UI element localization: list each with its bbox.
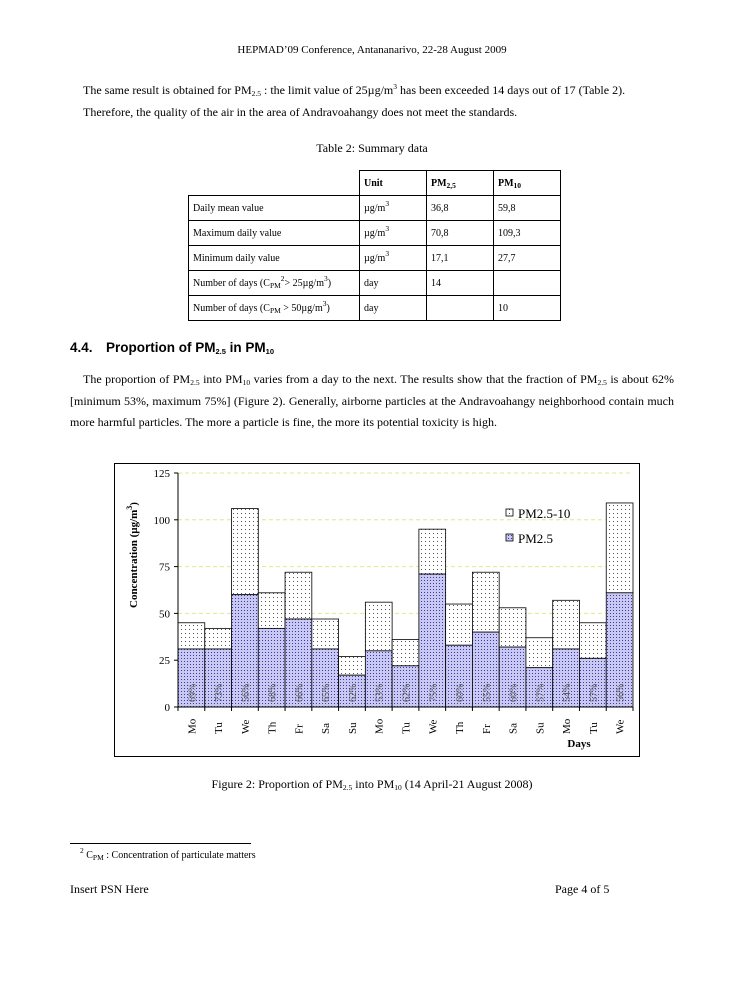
x-tick-label: Fr [293,724,306,734]
bar-pm2510 [392,640,419,666]
bar-percent-label: 62% [401,683,413,702]
legend-swatch-pm2510 [506,509,513,516]
section-sub: 2.5 [215,347,226,356]
header-sub: 10 [513,180,522,190]
header-text: PM [498,177,514,189]
x-tick-label: Fr [480,724,493,734]
body-text: is about 62% [minimum 53%, maximum 75%] (Figure 2). Generally, airborne particles at the Andravoahangy neighborhood contain much more harmful particles. The more a particle is fine, the more its potential toxicity is high. [70,372,674,429]
bar-percent-label: 54% [562,683,574,702]
row-pm25: 70,8 [427,221,494,246]
unit-text: µg/m [364,252,386,264]
bar-pm2510 [526,638,553,668]
body-text: varies from a day to the next. The results show that the fraction of PM [250,372,598,386]
footnote-sub: PM [92,853,104,862]
y-tick-label: 75 [159,561,170,574]
x-tick-label: Th [454,721,467,734]
row-pm10: 59,8 [494,196,561,221]
bar-percent-label: 62% [347,683,359,702]
intro-text: The same result is obtained for PM [83,83,252,97]
body-text: The proportion of PM [83,372,191,386]
x-tick-label: Mo [561,718,574,734]
label-text: Number of days (C [193,277,270,289]
row-label: Minimum daily value [189,246,360,271]
figure-caption [0,777,744,792]
y-tick-label: 100 [153,514,170,527]
intro-sup: 3 [393,82,397,91]
x-tick-label: Mo [186,718,199,734]
unit-sup: 3 [385,248,390,258]
bar-percent-label: 56% [240,683,252,702]
body-sub: 2.5 [597,378,607,387]
x-tick-label: We [614,719,627,734]
bar-percent-label: 55% [481,683,493,702]
x-axis-title: Days [567,738,591,750]
bar-percent-label: 66% [294,683,306,702]
x-tick-label: Su [346,722,359,734]
y-tick-label: 0 [164,702,170,714]
page-number: Page 4 of 5 [555,882,610,896]
section-sub: 10 [265,347,275,356]
legend [506,506,570,546]
row-pm10: 10 [494,296,561,321]
bar-pm2510 [579,623,606,659]
row-label: Maximum daily value [189,221,360,246]
bar-pm2510 [499,608,526,647]
caption-sub: 2.5 [342,783,353,792]
bar-percent-label: 53% [374,683,386,702]
bar-percent-label: 73% [214,683,226,702]
col-header-unit: Unit [360,171,427,196]
caption-text: (14 April-21 August 2008) [401,777,533,791]
footnote-text: : Concentration of particulate matters [103,850,256,861]
x-tick-label: Sa [507,723,520,734]
row-label: Daily mean value [189,196,360,221]
bar-pm2510 [339,656,366,675]
bar-pm2510 [205,628,232,649]
x-tick-label: Sa [320,723,333,734]
y-axis-title: Concentration $(\mu g/m^3)$ [125,502,140,608]
bar-pm2510 [553,600,580,649]
intro-text: has been exceeded 14 days out of 17 (Table 2). [397,83,626,97]
label-text: ) [326,302,330,314]
y-tick-label: 125 [153,468,170,480]
unit-text: µg/m [364,202,386,214]
bar-percent-label: 69% [187,683,199,702]
row-pm25: 36,8 [427,196,494,221]
label-sub: PM [269,305,281,315]
intro-text: : the limit value of 25µg/m [261,83,394,97]
body-text: into PM [199,372,243,386]
bar-pm2510 [232,509,259,595]
label-sup: 2 [280,273,285,283]
footnote-mark: 2 [80,846,84,855]
footnote-divider [70,843,251,844]
body-sub: 10 [242,378,251,387]
header-sub: 2,5 [446,180,456,190]
bar-pm2510 [178,623,205,649]
section-title: Proportion of PM [106,340,216,355]
unit-sup: 3 [385,223,390,233]
bar-pm2510 [312,619,339,649]
label-text: > 25µg/m [284,277,324,289]
bar-pm2510 [365,602,392,651]
row-pm10: 27,7 [494,246,561,271]
section-number: 4.4. [70,340,93,355]
unit-sup: 3 [385,198,390,208]
caption-text: into PM [352,777,395,791]
x-tick-label: Tu [213,722,226,734]
bar-pm2510 [258,593,285,629]
header-text: PM [431,177,447,189]
x-tick-label: Tu [400,722,413,734]
bar-percent-label: 56% [615,683,627,702]
legend-label-pm2510: PM2.5-10 [518,506,571,521]
x-tick-label: Th [266,721,279,734]
intro-text: Therefore, the quality of the air in the area of Andravoahangy does not meet the standards. [83,104,518,119]
y-tick-label: 50 [159,608,170,621]
footnote [80,846,256,862]
body-sub: 2.5 [190,378,200,387]
caption-sub: 10 [394,783,402,792]
bar-percent-label: 60% [508,683,520,702]
caption-text: Figure 2: Proportion of PM [211,777,343,791]
footnote-text: C [83,850,93,861]
label-text: ) [327,277,332,289]
bar-percent-label: 65% [321,683,333,702]
row-unit: day [360,296,427,321]
legend-label-pm25: PM2.5 [518,531,554,546]
row-pm25: 17,1 [427,246,494,271]
label-text: > 50µg/m [280,302,323,314]
bar-pm2510 [446,604,473,645]
intro-sub: 2.5 [251,89,262,98]
bars [178,503,633,707]
unit-text: µg/m [364,227,386,239]
x-tick-label: Tu [587,722,600,734]
bar-pm2510 [285,572,312,619]
row-pm25: 14 [427,271,494,296]
legend-swatch-pm25 [506,534,513,541]
x-tick-label: We [427,719,440,734]
row-unit: day [360,271,427,296]
y-tick-label: 25 [159,655,170,668]
section-title: in PM [225,340,266,355]
bar-pm2510 [472,572,499,632]
bar-percent-label: 68% [267,683,279,702]
row-pm10: 109,3 [494,221,561,246]
x-tick-label: We [239,719,252,734]
bar-percent-label: 75% [428,683,440,702]
bar-pm2510 [606,503,633,593]
bar-percent-label: 57% [535,683,547,702]
table-caption: Table 2: Summary data [316,141,428,155]
x-tick-label: Su [534,722,547,734]
label-sub: PM [269,280,281,290]
bar-percent-label: 60% [455,683,467,702]
footer-left: Insert PSN Here [70,882,149,896]
bar-pm2510 [419,529,446,574]
label-text: Number of days (C [193,302,270,314]
label-sup: 3 [322,298,327,308]
x-tick-label: Mo [373,718,386,734]
label-sup: 3 [324,273,328,283]
bar-percent-label: 57% [588,683,600,702]
running-header: HEPMAD’09 Conference, Antananarivo, 22-28 August 2009 [237,44,507,56]
